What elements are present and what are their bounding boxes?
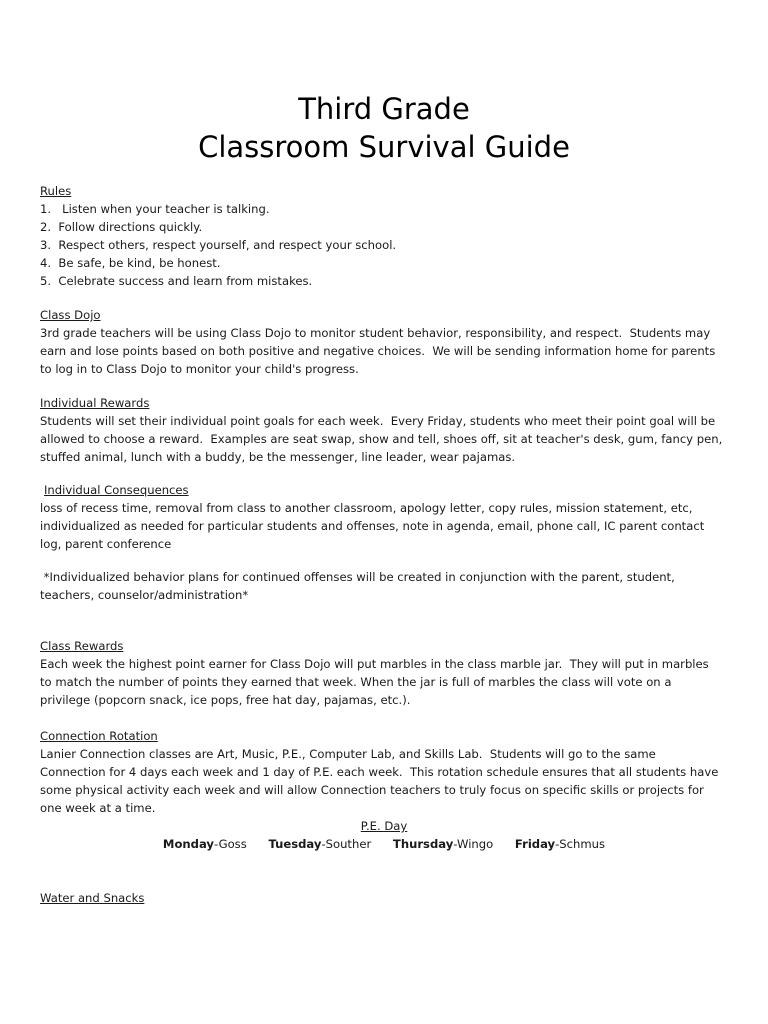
individual-consequences-text-line: log, parent conference bbox=[40, 537, 172, 551]
rules-section bbox=[40, 182, 730, 290]
document-title-line-2: Classroom Survival Guide bbox=[198, 130, 570, 164]
document-title-line-1: Third Grade bbox=[298, 92, 470, 126]
pe-teacher-name: -Goss bbox=[214, 837, 247, 851]
rule-item: 3. Respect others, respect yourself, and respect your school. bbox=[40, 238, 397, 252]
connection-rotation-section bbox=[40, 727, 730, 817]
class-dojo-text-line: 3rd grade teachers will be using Class Dojo to monitor student behavior, responsibility, and respect. Students may bbox=[40, 326, 711, 340]
connection-rotation-text-line: one week at a time. bbox=[40, 801, 156, 815]
class-rewards-heading: Class Rewards bbox=[40, 639, 124, 653]
class-rewards-text-line: privilege (popcorn snack, ice pops, free hat day, pajamas, etc.). bbox=[40, 693, 411, 707]
pe-day-entry-friday bbox=[515, 837, 605, 851]
individual-rewards-section bbox=[40, 394, 730, 466]
pe-day-name: Tuesday bbox=[268, 837, 322, 851]
pe-day-entry-thursday bbox=[393, 837, 493, 851]
individual-consequences-text-line: individualized as needed for particular students and offenses, note in agenda, email, phone call, IC parent contact bbox=[40, 519, 705, 533]
water-and-snacks-heading: Water and Snacks bbox=[40, 891, 145, 905]
class-dojo-section bbox=[40, 306, 730, 378]
pe-day-name: Monday bbox=[162, 837, 214, 851]
pe-teacher-name: -Wingo bbox=[453, 837, 494, 851]
rule-item: 2. Follow directions quickly. bbox=[40, 220, 203, 234]
connection-rotation-text-line: Lanier Connection classes are Art, Music, P.E., Computer Lab, and Skills Lab. Students will go to the same bbox=[40, 747, 656, 761]
connection-rotation-text-line: some physical activity each week and will allow Connection teachers to truly focus on specific skills or projects for bbox=[40, 783, 704, 797]
pe-day-heading: P.E. Day bbox=[360, 819, 408, 833]
rule-item: 1. Listen when your teacher is talking. bbox=[40, 202, 270, 216]
behavior-plan-note bbox=[40, 568, 730, 604]
individual-rewards-text-line: allowed to choose a reward. Examples are seat swap, show and tell, shoes off, sit at teacher's desk, gum, fancy pen, bbox=[40, 432, 723, 446]
individual-rewards-text-line: stuffed animal, lunch with a buddy, be the messenger, line leader, wear pajamas. bbox=[40, 450, 516, 464]
individual-rewards-text-line: Students will set their individual point goals for each week. Every Friday, students who meet their point goal will be bbox=[40, 414, 716, 428]
connection-rotation-heading: Connection Rotation bbox=[40, 729, 158, 743]
individual-consequences-section bbox=[40, 481, 730, 553]
class-dojo-text-line: earn and lose points based on both positive and negative choices. We will be sending information home for parents bbox=[40, 344, 716, 358]
rules-heading: Rules bbox=[40, 184, 72, 198]
water-and-snacks-section bbox=[40, 889, 730, 907]
class-dojo-text-line: to log in to Class Dojo to monitor your child's progress. bbox=[40, 362, 359, 376]
connection-rotation-text-line: Connection for 4 days each week and 1 day of P.E. each week. This rotation schedule ensures that all students have bbox=[40, 765, 719, 779]
pe-teacher-name: -Schmus bbox=[555, 837, 606, 851]
pe-day-entry-monday bbox=[163, 837, 247, 851]
individual-consequences-heading: Individual Consequences bbox=[44, 483, 189, 497]
class-dojo-heading: Class Dojo bbox=[40, 308, 101, 322]
class-rewards-section bbox=[40, 637, 730, 709]
rule-item: 5. Celebrate success and learn from mistakes. bbox=[40, 274, 313, 288]
individual-consequences-text-line: loss of recess time, removal from class to another classroom, apology letter, copy rules, mission statement, etc, bbox=[40, 501, 693, 515]
individual-rewards-heading: Individual Rewards bbox=[40, 396, 150, 410]
pe-day-schedule bbox=[0, 835, 768, 853]
class-rewards-text-line: to match the number of points they earned that week. When the jar is full of marbles the class will vote on a bbox=[40, 675, 672, 689]
pe-day-name: Friday bbox=[514, 837, 556, 851]
pe-day-name: Thursday bbox=[392, 837, 454, 851]
pe-teacher-name: -Souther bbox=[321, 837, 372, 851]
class-rewards-text-line: Each week the highest point earner for Class Dojo will put marbles in the class marble jar. They will put in marbles bbox=[40, 657, 709, 671]
rule-item: 4. Be safe, be kind, be honest. bbox=[40, 256, 221, 270]
pe-day-entry-tuesday bbox=[268, 837, 371, 851]
behavior-plan-note-line: *Individualized behavior plans for continued offenses will be created in conjunction with the parent, student, bbox=[40, 570, 675, 584]
behavior-plan-note-line: teachers, counselor/administration* bbox=[40, 588, 249, 602]
